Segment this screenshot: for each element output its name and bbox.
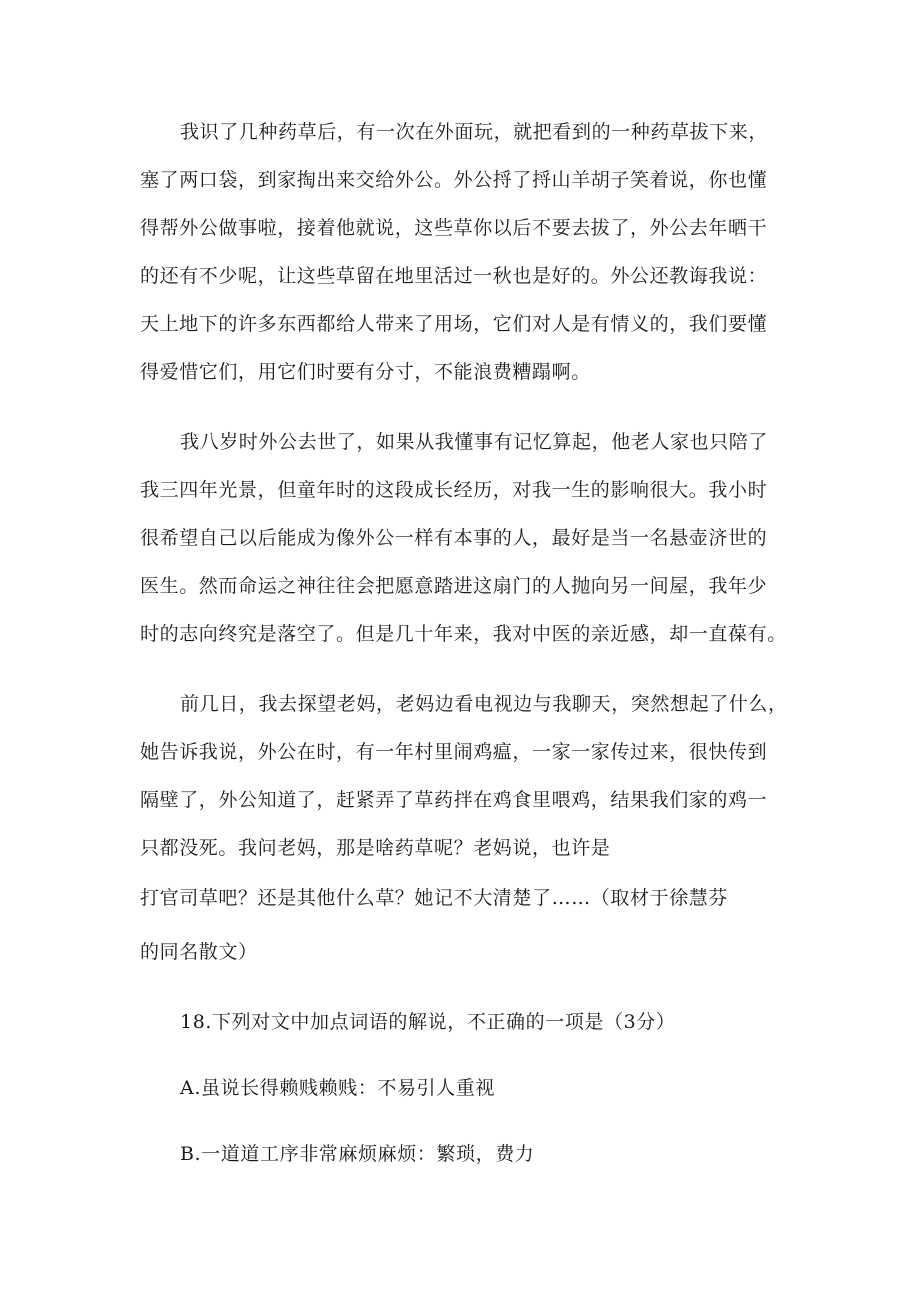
text-line: 塞了两口袋，到家掏出来交给外公。外公捋了捋山羊胡子笑着说，你也懂 (140, 169, 768, 191)
text-line: 很希望自己以后能成为像外公一样有本事的人，最好是当一名悬壶济世的 (140, 527, 768, 549)
text-line: 前几日，我去探望老妈，老妈边看电视边与我聊天，突然想起了什么， (180, 693, 788, 715)
text-line: 我三四年光景，但童年时的这段成长经历，对我一生的影响很大。我小时 (140, 479, 768, 501)
text-line: 隔壁了，外公知道了，赶紧弄了草药拌在鸡食里喂鸡，结果我们家的鸡一 (140, 789, 768, 811)
text-line: 的还有不少呢，让这些草留在地里活过一秋也是好的。外公还教诲我说： (140, 265, 768, 287)
text-line: 得爱惜它们，用它们时要有分寸，不能浪费糟蹋啊。 (140, 361, 591, 383)
text-line: 只都没死。我问老妈，那是啥药草呢？老妈说，也许是 (140, 837, 611, 859)
text-line: 她告诉我说，外公在时，有一年村里闹鸡瘟，一家一家传过来，很快传到 (140, 741, 768, 763)
text-line: 天上地下的许多东西都给人带来了用场，它们对人是有情义的，我们要懂 (140, 313, 768, 335)
option-a: A.虽说长得赖贱赖贱：不易引人重视 (180, 1077, 495, 1099)
text-line: 我八岁时外公去世了，如果从我懂事有记忆算起，他老人家也只陪了 (180, 431, 769, 453)
option-b: B.一道道工序非常麻烦麻烦：繁琐，费力 (180, 1143, 535, 1165)
text-line: 打官司草吧？还是其他什么草？她记不大清楚了……（取材于徐慧芬 (140, 887, 729, 909)
text-line: 时的志向终究是落空了。但是几十年来，我对中医的亲近感，却一直葆有。 (140, 623, 787, 645)
text-line: 的同名散文） (140, 941, 258, 963)
question-stem: 18.下列对文中加点词语的解说，不正确的一项是（3分） (180, 1011, 676, 1033)
text-line: 得帮外公做事啦，接着他就说，这些草你以后不要去拔了，外公去年晒干 (140, 217, 768, 239)
text-line: 我识了几种药草后，有一次在外面玩，就把看到的一种药草拔下来， (180, 121, 769, 143)
text-line: 医生。然而命运之神往往会把愿意踏进这扇门的人抛向另一间屋，我年少 (140, 575, 768, 597)
